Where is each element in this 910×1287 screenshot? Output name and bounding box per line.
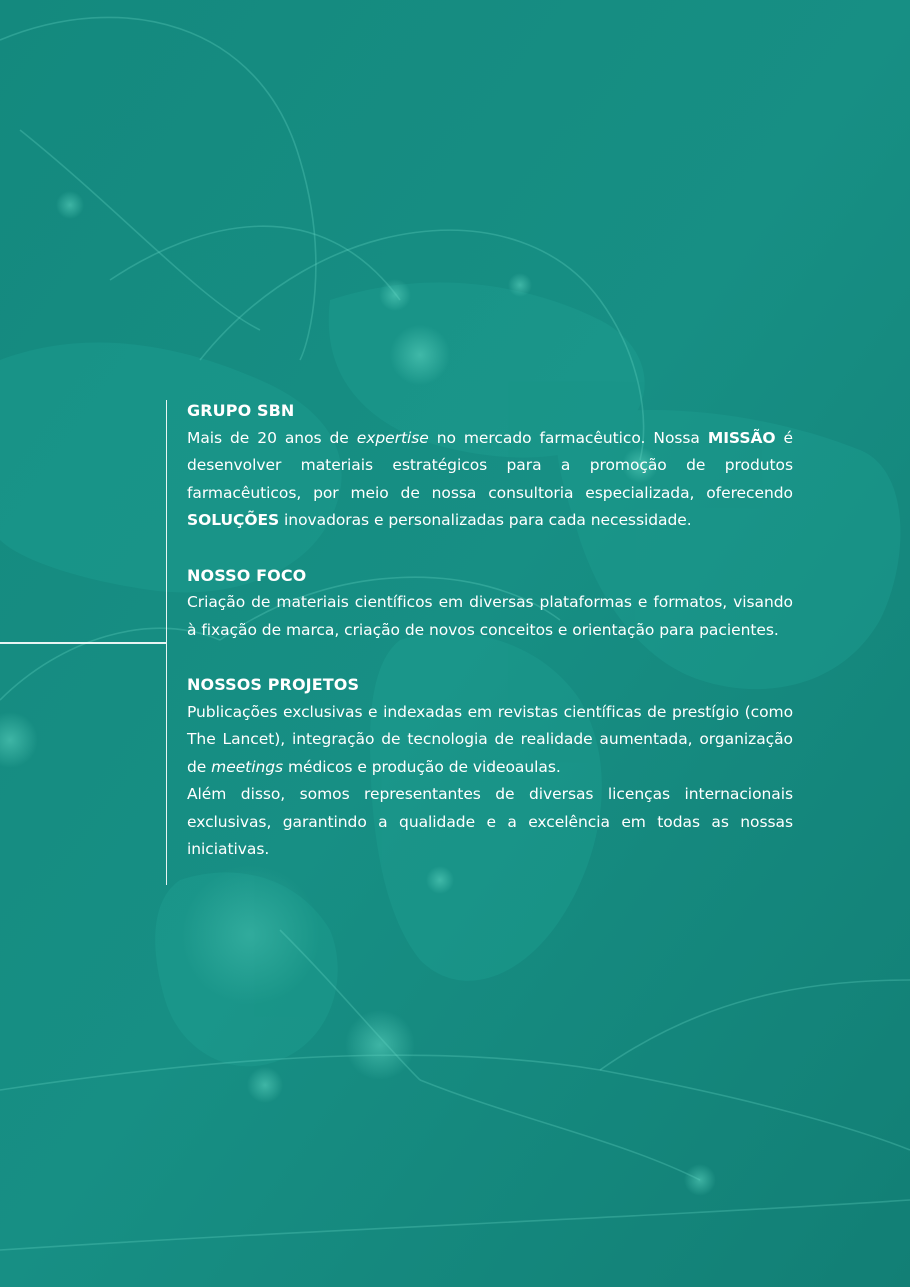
text-run: é desenvolver materiais estratégicos para a promoção de produtos farmacêuticos, por meio de nossa consultoria especializada, oferecendo (187, 428, 793, 502)
text-run: médicos e produção de videoaulas. (283, 757, 561, 776)
section-paragraph: Além disso, somos representantes de diversas licenças internacionais exclusivas, garantindo a qualidade e a excelência em todas as nossas iniciativas. (187, 785, 793, 858)
section-paragraph (187, 699, 793, 782)
content-column (187, 397, 793, 864)
section-heading: NOSSOS PROJETOS (187, 675, 360, 694)
section-nosso-foco (187, 562, 793, 645)
text-run: Mais de 20 anos de (187, 428, 357, 447)
vertical-divider (166, 400, 167, 885)
text-run: no mercado farmacêutico. Nossa (428, 428, 708, 447)
section-paragraph (187, 425, 793, 535)
section-heading: GRUPO SBN (187, 401, 295, 420)
italic-run: meetings (211, 757, 284, 776)
bold-run: MISSÃO (707, 428, 776, 447)
horizontal-divider (0, 642, 166, 644)
text-run: Publicações exclusivas e indexadas em revistas científicas de prestígio (como The Lancet), integração de tecnologia de realidade aumentada, organização de (187, 702, 793, 776)
section-paragraph: Criação de materiais científicos em diversas plataformas e formatos, visando à fixação de marca, criação de novos conceitos e orientação para pacientes. (187, 593, 793, 639)
section-grupo-sbn (187, 397, 793, 535)
section-heading: NOSSO FOCO (187, 565, 307, 585)
text-run: inovadoras e personalizadas para cada necessidade. (279, 511, 692, 529)
section-nossos-projetos (187, 671, 793, 864)
bold-run: SOLUÇÕES (187, 511, 280, 529)
italic-run: expertise (356, 428, 429, 447)
